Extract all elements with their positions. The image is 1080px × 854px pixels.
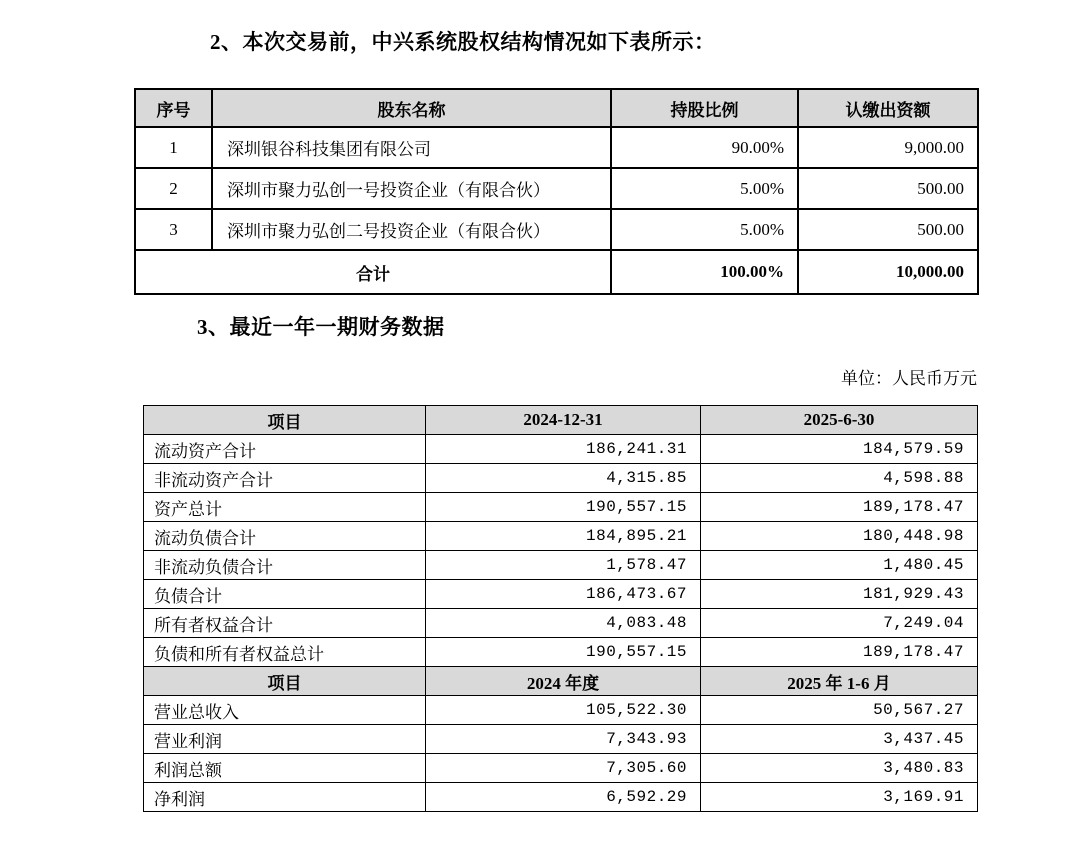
equity-structure-table — [134, 88, 979, 295]
equity-row — [135, 127, 978, 168]
value-cell: 189,178.47 — [701, 493, 978, 522]
item-cell: 利润总额 — [144, 754, 426, 783]
value-cell: 7,249.04 — [701, 609, 978, 638]
item-cell: 流动负债合计 — [144, 522, 426, 551]
capital-cell: 500.00 — [798, 209, 978, 250]
capital-cell: 500.00 — [798, 168, 978, 209]
value-cell: 180,448.98 — [701, 522, 978, 551]
equity-total-row — [135, 250, 978, 294]
item-cell: 资产总计 — [144, 493, 426, 522]
section-3-title: 3、最近一年一期财务数据 — [197, 315, 445, 339]
finance-row — [144, 725, 978, 754]
ratio-cell: 90.00% — [611, 127, 798, 168]
equity-header-no: 序号 — [135, 89, 212, 127]
value-cell: 7,343.93 — [426, 725, 701, 754]
shareholder-name-cell: 深圳市聚力弘创一号投资企业（有限合伙） — [212, 168, 611, 209]
capital-cell: 9,000.00 — [798, 127, 978, 168]
finance-header-date2: 2025-6-30 — [701, 406, 978, 435]
ratio-cell: 5.00% — [611, 209, 798, 250]
item-cell: 营业利润 — [144, 725, 426, 754]
income-header-row — [144, 667, 978, 696]
item-cell: 营业总收入 — [144, 696, 426, 725]
currency-unit-label: 单位：人民币万元 — [841, 369, 977, 388]
value-cell: 3,169.91 — [701, 783, 978, 812]
value-cell: 184,579.59 — [701, 435, 978, 464]
finance-header-period1: 2024 年度 — [426, 667, 701, 696]
finance-row — [144, 464, 978, 493]
value-cell: 4,083.48 — [426, 609, 701, 638]
finance-row — [144, 696, 978, 725]
finance-header-item: 项目 — [144, 406, 426, 435]
row-no-cell: 2 — [135, 168, 212, 209]
value-cell: 181,929.43 — [701, 580, 978, 609]
finance-row — [144, 522, 978, 551]
finance-header-item: 项目 — [144, 667, 426, 696]
row-no-cell: 3 — [135, 209, 212, 250]
balance-header-row — [144, 406, 978, 435]
row-no-cell: 1 — [135, 127, 212, 168]
ratio-cell: 5.00% — [611, 168, 798, 209]
item-cell: 负债合计 — [144, 580, 426, 609]
total-ratio-cell: 100.00% — [611, 250, 798, 294]
finance-row — [144, 638, 978, 667]
finance-header-period2: 2025 年 1-6 月 — [701, 667, 978, 696]
item-cell: 非流动负债合计 — [144, 551, 426, 580]
equity-row — [135, 209, 978, 250]
equity-header-capital: 认缴出资额 — [798, 89, 978, 127]
total-label-cell: 合计 — [135, 250, 611, 294]
finance-header-date1: 2024-12-31 — [426, 406, 701, 435]
shareholder-name-cell: 深圳市聚力弘创二号投资企业（有限合伙） — [212, 209, 611, 250]
section-2-title: 2、本次交易前，中兴系统股权结构情况如下表所示： — [210, 30, 716, 54]
equity-header-ratio: 持股比例 — [611, 89, 798, 127]
item-cell: 所有者权益合计 — [144, 609, 426, 638]
equity-header-row — [135, 89, 978, 127]
value-cell: 7,305.60 — [426, 754, 701, 783]
equity-row — [135, 168, 978, 209]
item-cell: 净利润 — [144, 783, 426, 812]
value-cell: 50,567.27 — [701, 696, 978, 725]
item-cell: 非流动资产合计 — [144, 464, 426, 493]
value-cell: 3,480.83 — [701, 754, 978, 783]
finance-row — [144, 754, 978, 783]
value-cell: 1,480.45 — [701, 551, 978, 580]
finance-row — [144, 551, 978, 580]
value-cell: 1,578.47 — [426, 551, 701, 580]
value-cell: 4,598.88 — [701, 464, 978, 493]
finance-row — [144, 783, 978, 812]
value-cell: 105,522.30 — [426, 696, 701, 725]
value-cell: 186,473.67 — [426, 580, 701, 609]
total-capital-cell: 10,000.00 — [798, 250, 978, 294]
shareholder-name-cell: 深圳银谷科技集团有限公司 — [212, 127, 611, 168]
value-cell: 184,895.21 — [426, 522, 701, 551]
value-cell: 4,315.85 — [426, 464, 701, 493]
finance-row — [144, 580, 978, 609]
equity-header-name: 股东名称 — [212, 89, 611, 127]
value-cell: 6,592.29 — [426, 783, 701, 812]
finance-row — [144, 435, 978, 464]
value-cell: 190,557.15 — [426, 493, 701, 522]
finance-row — [144, 609, 978, 638]
finance-row — [144, 493, 978, 522]
value-cell: 186,241.31 — [426, 435, 701, 464]
item-cell: 流动资产合计 — [144, 435, 426, 464]
value-cell: 190,557.15 — [426, 638, 701, 667]
item-cell: 负债和所有者权益总计 — [144, 638, 426, 667]
value-cell: 189,178.47 — [701, 638, 978, 667]
value-cell: 3,437.45 — [701, 725, 978, 754]
financial-data-table — [143, 405, 978, 812]
